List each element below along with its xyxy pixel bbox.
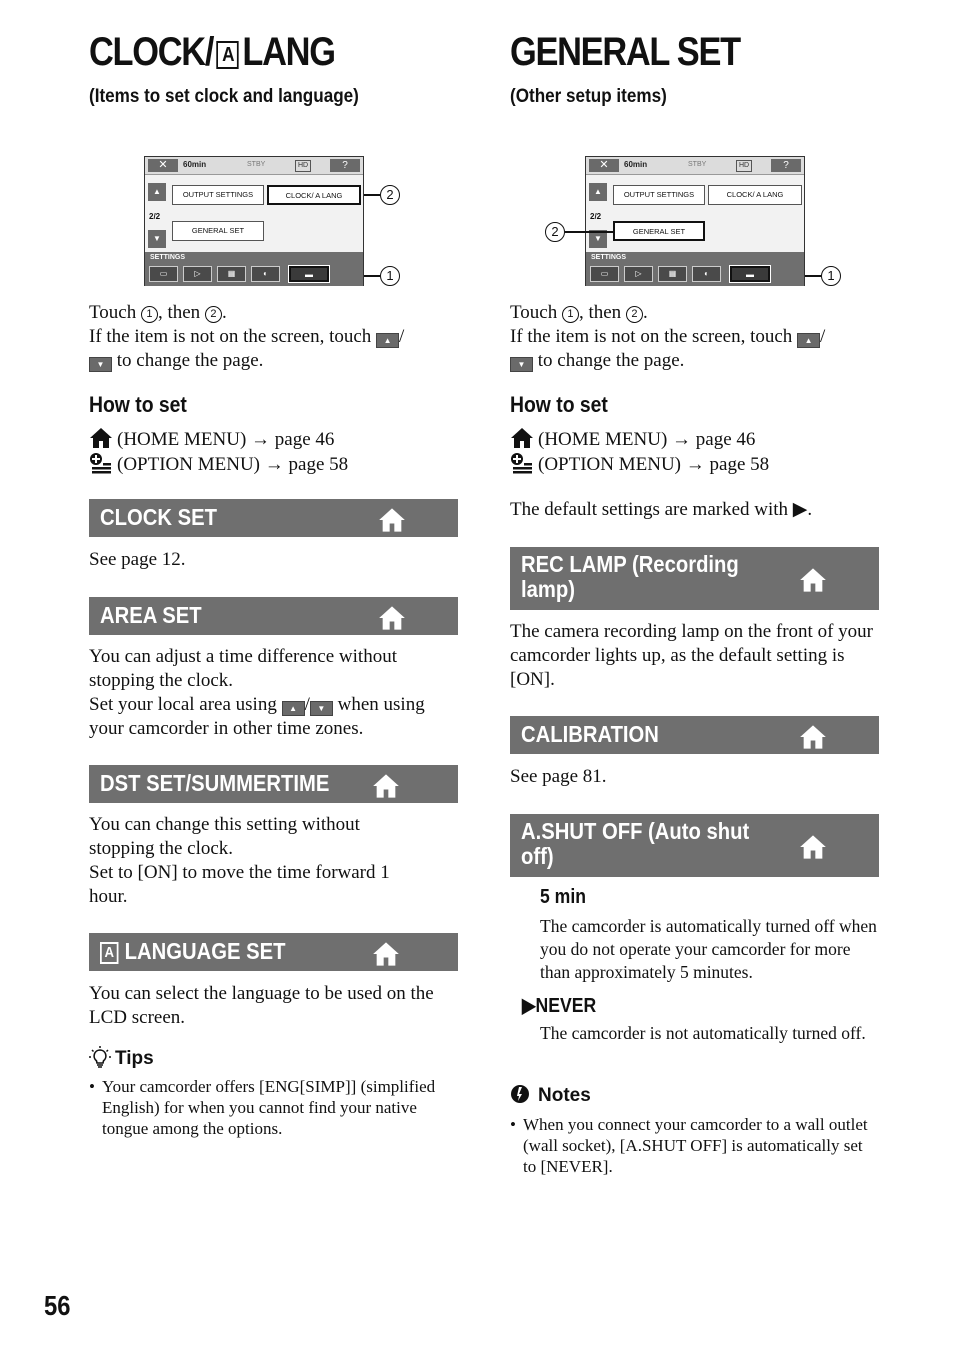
lcd-screen xyxy=(144,156,364,286)
calibration-bar xyxy=(510,716,879,754)
notes-item xyxy=(510,1114,870,1177)
callout-2: 2 xyxy=(380,185,400,205)
home-icon xyxy=(372,941,400,967)
how-to-set-heading: How to set xyxy=(510,392,608,417)
notes-text: When you connect your camcorder to a wall outlet (wall socket), [A.SHUT OFF] is automatically set to [NEVER]. xyxy=(523,1115,868,1176)
area-set-text xyxy=(89,645,461,741)
lcd-settings-label: SETTINGS xyxy=(150,254,186,261)
language-set-heading xyxy=(100,939,285,964)
output-settings-icon[interactable]: ◐ xyxy=(251,266,280,282)
option-menu-path: (OPTION MENU) → page 58 xyxy=(538,454,770,475)
tips-item xyxy=(89,1076,449,1139)
home-icon xyxy=(799,834,827,860)
circled-2: 2 xyxy=(626,306,643,323)
lcd-page-indicator: 2/2 xyxy=(149,212,161,221)
callout-line xyxy=(565,231,613,233)
clock-set-heading: CLOCK SET xyxy=(100,504,217,530)
callout-line xyxy=(364,275,380,277)
photo-view-icon[interactable]: ▷ xyxy=(183,266,212,282)
lcd-standby: STBY xyxy=(688,161,707,168)
not-on-screen-text: If the item is not on the screen, touch xyxy=(89,326,377,347)
area-set-text-2c: when using your camcorder in other time zones. xyxy=(89,694,425,739)
touch-text: , then xyxy=(578,302,626,323)
lcd-clock-lang-button[interactable]: CLOCK/ A LANG xyxy=(708,185,802,205)
tips-text: Your camcorder offers [ENG[SIMP]] (simplified English) for when you cannot find your native tongue among the options. xyxy=(102,1077,436,1138)
lcd-help-button[interactable]: ? xyxy=(771,159,801,172)
touch-instruction xyxy=(510,301,880,373)
touch-text: Touch xyxy=(89,302,141,323)
callout-1: 1 xyxy=(380,266,400,286)
area-set-bar xyxy=(89,597,458,635)
how-to-set-heading: How to set xyxy=(89,392,187,417)
lcd-screen xyxy=(585,156,805,286)
tips-label: Tips xyxy=(115,1048,154,1069)
home-icon xyxy=(372,773,400,799)
bullet: • xyxy=(89,1077,95,1096)
dst-set-text xyxy=(89,813,429,909)
lcd-general-set-button[interactable]: GENERAL SET xyxy=(172,221,264,241)
home-icon xyxy=(378,605,406,631)
lcd-standby: STBY xyxy=(247,161,266,168)
general-settings-toolbox-icon[interactable]: ▬ xyxy=(730,266,770,282)
title-part1: CLOCK/ xyxy=(89,30,214,74)
movie-settings-icon[interactable]: ▭ xyxy=(590,266,619,282)
lcd-close-button[interactable]: ✕ xyxy=(148,159,178,172)
dst-set-heading: DST SET/SUMMERTIME xyxy=(100,770,330,796)
home-menu-path: (HOME MENU) → page 46 xyxy=(538,429,756,450)
change-page-text: to change the page. xyxy=(537,350,685,371)
rec-lamp-heading: REC LAMP (Recording lamp) xyxy=(521,551,739,602)
area-set-text-2a: Set your local area using xyxy=(89,694,282,715)
calibration-heading: CALIBRATION xyxy=(521,721,659,747)
home-icon xyxy=(799,567,827,593)
tips-heading xyxy=(89,1046,154,1070)
menu-paths xyxy=(89,427,469,477)
view-settings-icon[interactable]: ▦ xyxy=(217,266,246,282)
language-set-bar xyxy=(89,933,458,971)
circled-1: 1 xyxy=(141,306,158,323)
touch-text: . xyxy=(642,302,648,323)
language-set-text: You can select the language to be used on the LCD screen. xyxy=(89,983,434,1028)
home-menu-path: (HOME MENU) → page 46 xyxy=(117,429,335,450)
slash: / xyxy=(820,326,826,347)
lcd-up-arrow-icon[interactable]: ▲ xyxy=(148,183,166,201)
lcd-hd-icon: HD xyxy=(736,160,752,172)
menu-paths xyxy=(510,427,890,477)
down-arrow-icon: ▼ xyxy=(310,701,333,716)
area-set-heading: AREA SET xyxy=(100,602,202,628)
notes-heading xyxy=(510,1084,591,1107)
notes-icon xyxy=(510,1084,530,1104)
ashut-off-bar xyxy=(510,814,879,877)
lcd-output-settings-button[interactable]: OUTPUT SETTINGS xyxy=(172,185,264,205)
up-arrow-icon: ▲ xyxy=(376,333,399,348)
calibration-text: See page 81. xyxy=(510,766,607,787)
touch-text: . xyxy=(221,302,227,323)
option-5min-text: The camcorder is automatically turned off when you do not operate your camcorder for more than approximately 5 minutes. xyxy=(540,916,877,982)
language-a-icon: A xyxy=(100,942,118,964)
lcd-settings-bar xyxy=(586,252,804,286)
area-set-text-1: You can adjust a time difference without stopping the clock. xyxy=(89,646,397,691)
circled-1: 1 xyxy=(562,306,579,323)
rec-lamp-bar xyxy=(510,547,879,610)
up-arrow-icon: ▲ xyxy=(282,701,305,716)
touch-text: Touch xyxy=(510,302,562,323)
lcd-battery-time: 60min xyxy=(624,160,648,169)
movie-settings-icon[interactable]: ▭ xyxy=(149,266,178,282)
view-settings-icon[interactable]: ▦ xyxy=(658,266,687,282)
option-menu-icon xyxy=(89,452,113,474)
lcd-up-arrow-icon[interactable]: ▲ xyxy=(589,183,607,201)
bullet: • xyxy=(510,1115,516,1134)
lcd-hd-icon: HD xyxy=(295,160,311,172)
dst-text-1: You can change this setting without stopping the clock. xyxy=(89,814,360,859)
general-settings-toolbox-icon[interactable]: ▬ xyxy=(289,266,329,282)
not-on-screen-text: If the item is not on the screen, touch xyxy=(510,326,798,347)
language-set-label: LANGUAGE SET xyxy=(124,938,286,964)
option-never-heading: ▶NEVER xyxy=(522,995,597,1017)
down-arrow-icon: ▼ xyxy=(510,357,533,372)
dst-text-2: Set to [ON] to move the time forward 1 hour. xyxy=(89,862,390,907)
lcd-clock-lang-button[interactable]: CLOCK/ A LANG xyxy=(267,185,361,205)
dst-set-bar xyxy=(89,765,458,803)
callout-line xyxy=(364,194,380,196)
circled-2: 2 xyxy=(205,306,222,323)
change-page-text: to change the page. xyxy=(116,350,264,371)
option-5min-heading: 5 min xyxy=(540,886,586,908)
slash: / xyxy=(304,694,310,715)
touch-instruction xyxy=(89,301,459,373)
lcd-general-set-button[interactable]: GENERAL SET xyxy=(613,221,705,241)
clock-set-text: See page 12. xyxy=(89,549,186,570)
home-icon xyxy=(378,507,406,533)
lcd-settings-label: SETTINGS xyxy=(591,254,627,261)
lcd-page-indicator: 2/2 xyxy=(590,212,602,221)
language-a-icon: A xyxy=(217,41,239,69)
lcd-down-arrow-icon[interactable]: ▼ xyxy=(589,230,607,248)
default-settings-text: The default settings are marked with ▶. xyxy=(510,499,813,520)
lcd-top-bar xyxy=(586,157,804,175)
notes-label: Notes xyxy=(538,1085,591,1106)
rec-lamp-text: The camera recording lamp on the front of your camcorder lights up, as the default setting is [ON]. xyxy=(510,621,873,690)
lcd-down-arrow-icon[interactable]: ▼ xyxy=(148,230,166,248)
page-subtitle: (Other setup items) xyxy=(510,86,667,107)
title-part2: LANG xyxy=(242,30,335,74)
option-menu-icon xyxy=(510,452,534,474)
option-never-text: The camcorder is not automatically turned off. xyxy=(540,1023,866,1043)
callout-line xyxy=(805,275,821,277)
callout-2: 2 xyxy=(545,222,565,242)
photo-view-icon[interactable]: ▷ xyxy=(624,266,653,282)
page-title-general-set: GENERAL SET xyxy=(510,30,740,74)
page-number: 56 xyxy=(44,1290,71,1321)
lcd-battery-time: 60min xyxy=(183,160,207,169)
touch-text: , then xyxy=(157,302,205,323)
page-subtitle: (Items to set clock and language) xyxy=(89,86,359,107)
lcd-settings-bar xyxy=(145,252,363,286)
output-settings-icon[interactable]: ◐ xyxy=(692,266,721,282)
slash: / xyxy=(399,326,405,347)
callout-1: 1 xyxy=(821,266,841,286)
down-arrow-icon: ▼ xyxy=(89,357,112,372)
lcd-close-button[interactable]: ✕ xyxy=(589,159,619,172)
option-menu-path: (OPTION MENU) → page 58 xyxy=(117,454,349,475)
page-title-clock-lang xyxy=(89,30,335,75)
clock-set-bar xyxy=(89,499,458,537)
lcd-top-bar xyxy=(145,157,363,175)
home-icon xyxy=(510,427,534,449)
up-arrow-icon: ▲ xyxy=(797,333,820,348)
lcd-help-button[interactable]: ? xyxy=(330,159,360,172)
lcd-output-settings-button[interactable]: OUTPUT SETTINGS xyxy=(613,185,705,205)
ashut-off-heading: A.SHUT OFF (Auto shut off) xyxy=(521,818,750,869)
lightbulb-icon xyxy=(89,1046,111,1068)
home-icon xyxy=(89,427,113,449)
home-icon xyxy=(799,724,827,750)
